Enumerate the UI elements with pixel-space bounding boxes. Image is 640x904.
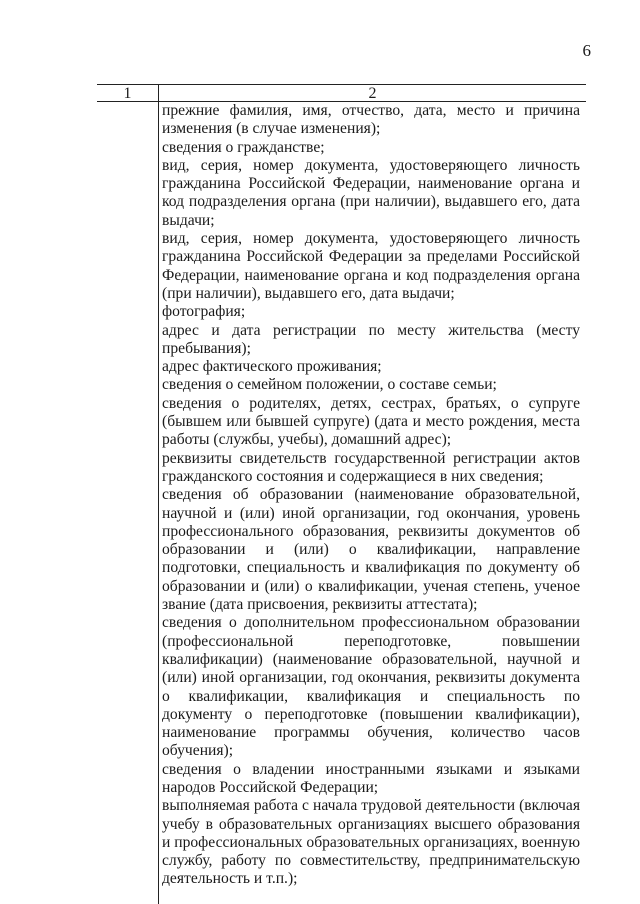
table-column-divider [158,84,159,904]
page-number: 6 [582,41,591,60]
list-item: сведения о гражданстве; [162,138,325,156]
list-item: сведения об образовании (наименование образовательной, научной и (или) иной организации, год окончания, уровень профессионального образования, реквизиты документов об образовании и (или) о квалификации, направление подготовки, специальность и квалификация по документу об образовании и (или) о квалификации, ученая степень, ученое звание (дата присвоения, реквизиты аттестата); [162,486,580,614]
list-item: вид, серия, номер документа, удостоверяющего личность гражданина Российской Федерации, наименование органа и код подразделения органа (при наличии), выдавшего его, дата выдачи; [162,156,580,229]
list-item: сведения о родителях, детях, сестрах, братьях, о супруге (бывшем или бывшей супруге) (дата и место рождения, места работы (службы, учебы), домашний адрес); [162,394,580,449]
table-header-col-1: 1 [123,85,132,102]
list-item: адрес фактического проживания; [162,358,382,376]
table-content [162,102,580,889]
table-header-col-2: 2 [368,85,377,102]
list-item: адрес и дата регистрации по месту жительства (месту пребывания); [162,321,580,357]
list-item: фотография; [162,303,246,321]
list-item: выполняемая работа с начала трудовой деятельности (включая учебу в образовательных организациях высшего образования и профессиональных образовательных организациях, военную службу, работу по совместительству, предпринимательскую деятельность и т.п.); [162,797,580,888]
list-item: сведения о дополнительном профессиональном образовании (профессиональной переподготовке, повышении квалификации) (наименование образовательной, научной и (или) иной организации, год окончания, реквизиты документа о квалификации, квалификация и специальность по документу о переподготовке (повышении квалификации), наименование программы обучения, количество часов обучения); [162,614,580,760]
list-item: прежние фамилия, имя, отчество, дата, место и причина изменения (в случае изменения); [162,102,580,138]
table-top-border [97,84,586,85]
list-item: сведения о семейном положении, о составе семьи; [162,376,497,394]
list-item: реквизиты свидетельств государственной регистрации актов гражданского состояния и содержащиеся в них сведения; [162,449,580,485]
list-item: сведения о владении иностранными языками и языками народов Российской Федерации; [162,760,580,796]
list-item: вид, серия, номер документа, удостоверяющего личность гражданина Российской Федерации за пределами Российской Федерации, наименование органа и код подразделения органа (при наличии), выдавшего его, дата выдачи; [162,230,580,302]
